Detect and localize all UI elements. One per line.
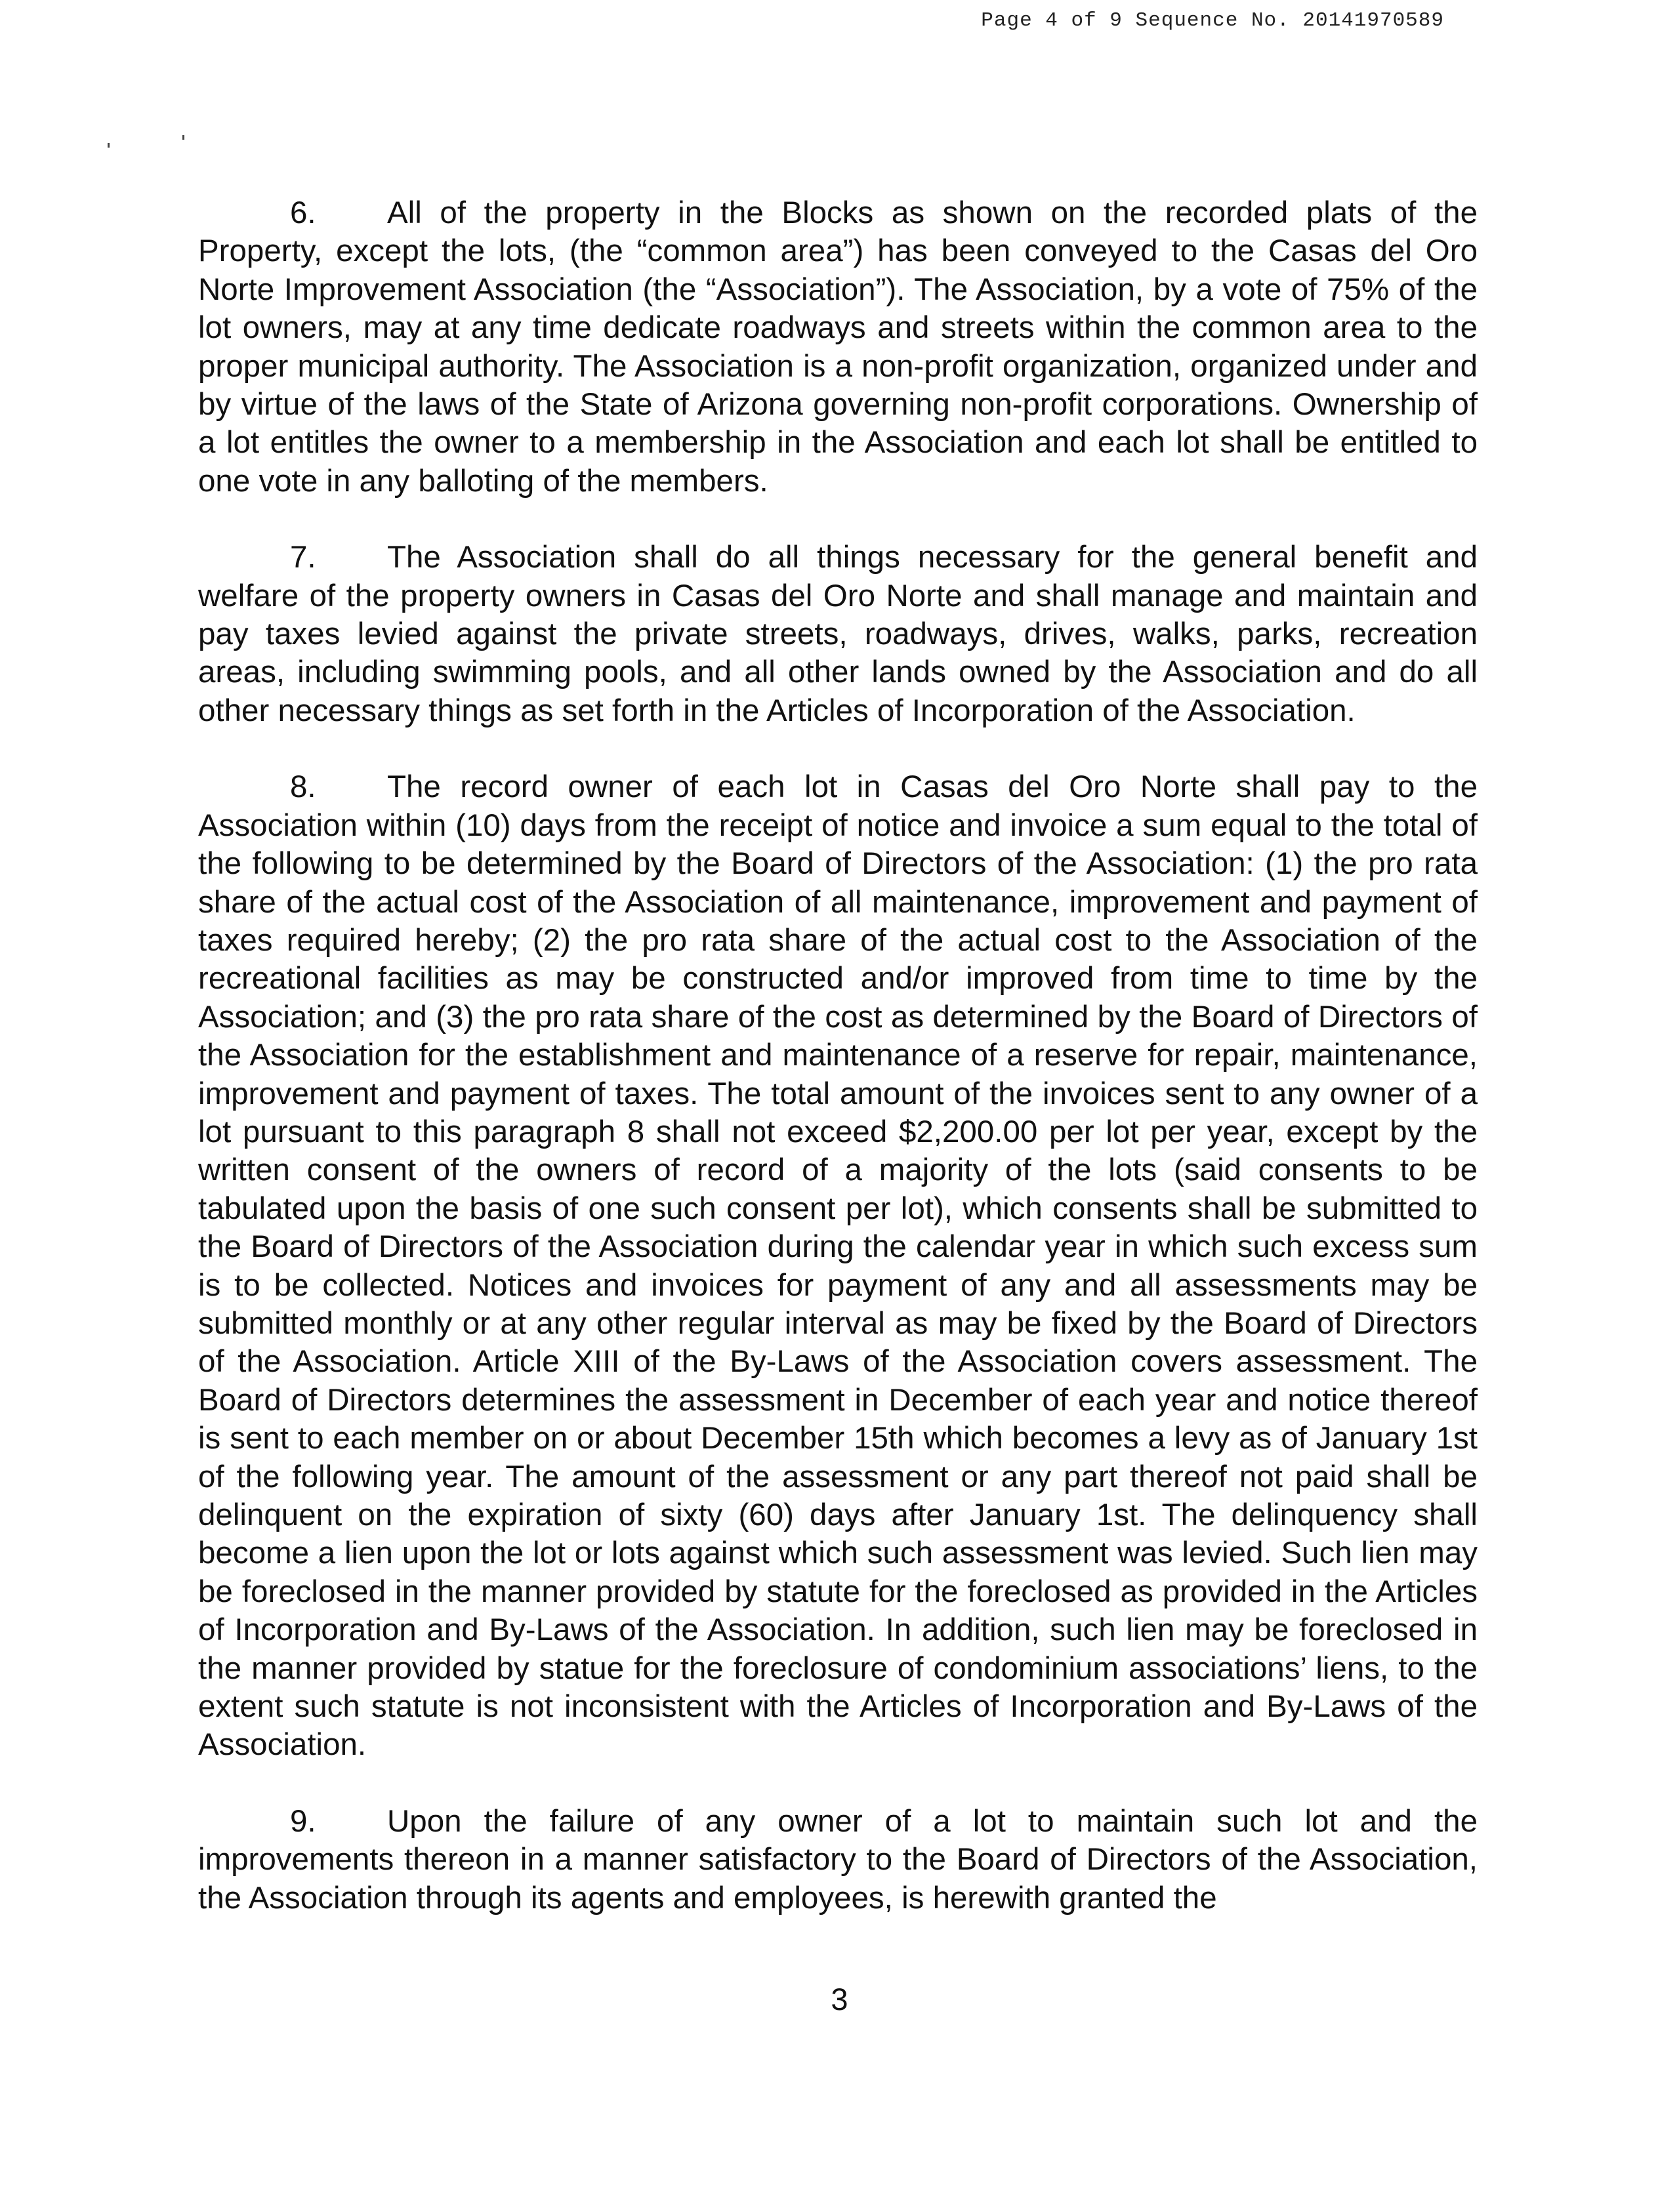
paragraph-number: 8. <box>290 769 316 805</box>
paragraph-8 <box>198 768 1478 1765</box>
paragraph-number: 7. <box>290 540 316 575</box>
paragraph-text: The record owner of each lot in Casas del Oro Norte shall pay to the Association within (10) days from the receipt of notice and invoice a sum equal to the total of the following to be determined by the Board of Directors of the Association: (1) the pro rata share of the actual cost of the Association of all maintenance, improvement and payment of taxes required hereby; (2) the pro rata share of the actual cost to the Association of the recreational facilities as may be constructed and/or improved from time to time by the Association; and (3) the pro rata share of the cost as determined by the Board of Directors of the Association for the establishment and maintenance of a reserve for repair, maintenance, improvement and payment of taxes. The total amount of the invoices sent to any owner of a lot pursuant to this paragraph 8 shall not exceed $2,200.00 per lot per year, except by the written consent of the owners of record of a majority of the lots (said consents to be tabulated upon the basis of one such consent per lot), which consents shall be submitted to the Board of Directors of the Association during the calendar year in which such excess sum is to be collected. Notices and invoices for payment of any and all assessments may be submitted monthly or at any other regular interval as may be fixed by the Board of Directors of the Association. Article XIII of the By-Laws of the Association covers assessment. The Board of Directors determines the assessment in December of each year and notice thereof is sent to each member on or about December 15th which becomes a levy as of January 1st of the following year. The amount of the assessment or any part thereof not paid shall be delinquent on the expiration of sixty (60) days after January 1st. The delinquency shall become a lien upon the lot or lots against which such assessment was levied. Such lien may be foreclosed in the manner provided by statute for the foreclosed as provided in the Articles of Incorporation and By-Laws of the Association. In addition, such lien may be foreclosed in the manner provided by statue for the foreclosure of condominium associations’ liens, to the extent such statute is not inconsistent with the Articles of Incorporation and By-Laws of the Association. <box>198 769 1478 1763</box>
document-body <box>198 194 1478 1956</box>
paragraph-number: 9. <box>290 1803 316 1839</box>
paragraph-text: Upon the failure of any owner of a lot to maintain such lot and the improvements thereon in a manner satisfactory to the Board of Directors of the Association, the Association through its agents and employees, is herewith granted the <box>198 1803 1478 1915</box>
paragraph-text: The Association shall do all things necessary for the general benefit and welfare of the property owners in Casas del Oro Norte and shall manage and maintain and pay taxes levied against the private streets, roadways, drives, walks, parks, recreation areas, including swimming pools, and all other lands owned by the Association and do all other necessary things as set forth in the Articles of Incorporation of the Association. <box>198 540 1478 728</box>
page-sequence-header: Page 4 of 9 Sequence No. 20141970589 <box>981 9 1444 32</box>
page-number: 3 <box>831 1982 848 2017</box>
paragraph-number: 6. <box>290 195 316 230</box>
scan-mark <box>182 135 184 140</box>
paragraph-7 <box>198 539 1478 730</box>
paragraph-9 <box>198 1803 1478 1917</box>
paragraph-6 <box>198 194 1478 501</box>
paragraph-text: All of the property in the Blocks as shown on the recorded plats of the Property, except the lots, (the “common area”) has been conveyed to the Casas del Oro Norte Improvement Association (the “Association”). The Association, by a vote of 75% of the lot owners, may at any time dedicate roadways and streets within the common area to the proper municipal authority. The Association is a non-profit organization, organized under and by virtue of the laws of the State of Arizona governing non-profit corporations. Ownership of a lot entitles the owner to a membership in the Association and each lot shall be entitled to one vote in any balloting of the members. <box>198 195 1478 499</box>
scan-mark <box>108 143 110 148</box>
